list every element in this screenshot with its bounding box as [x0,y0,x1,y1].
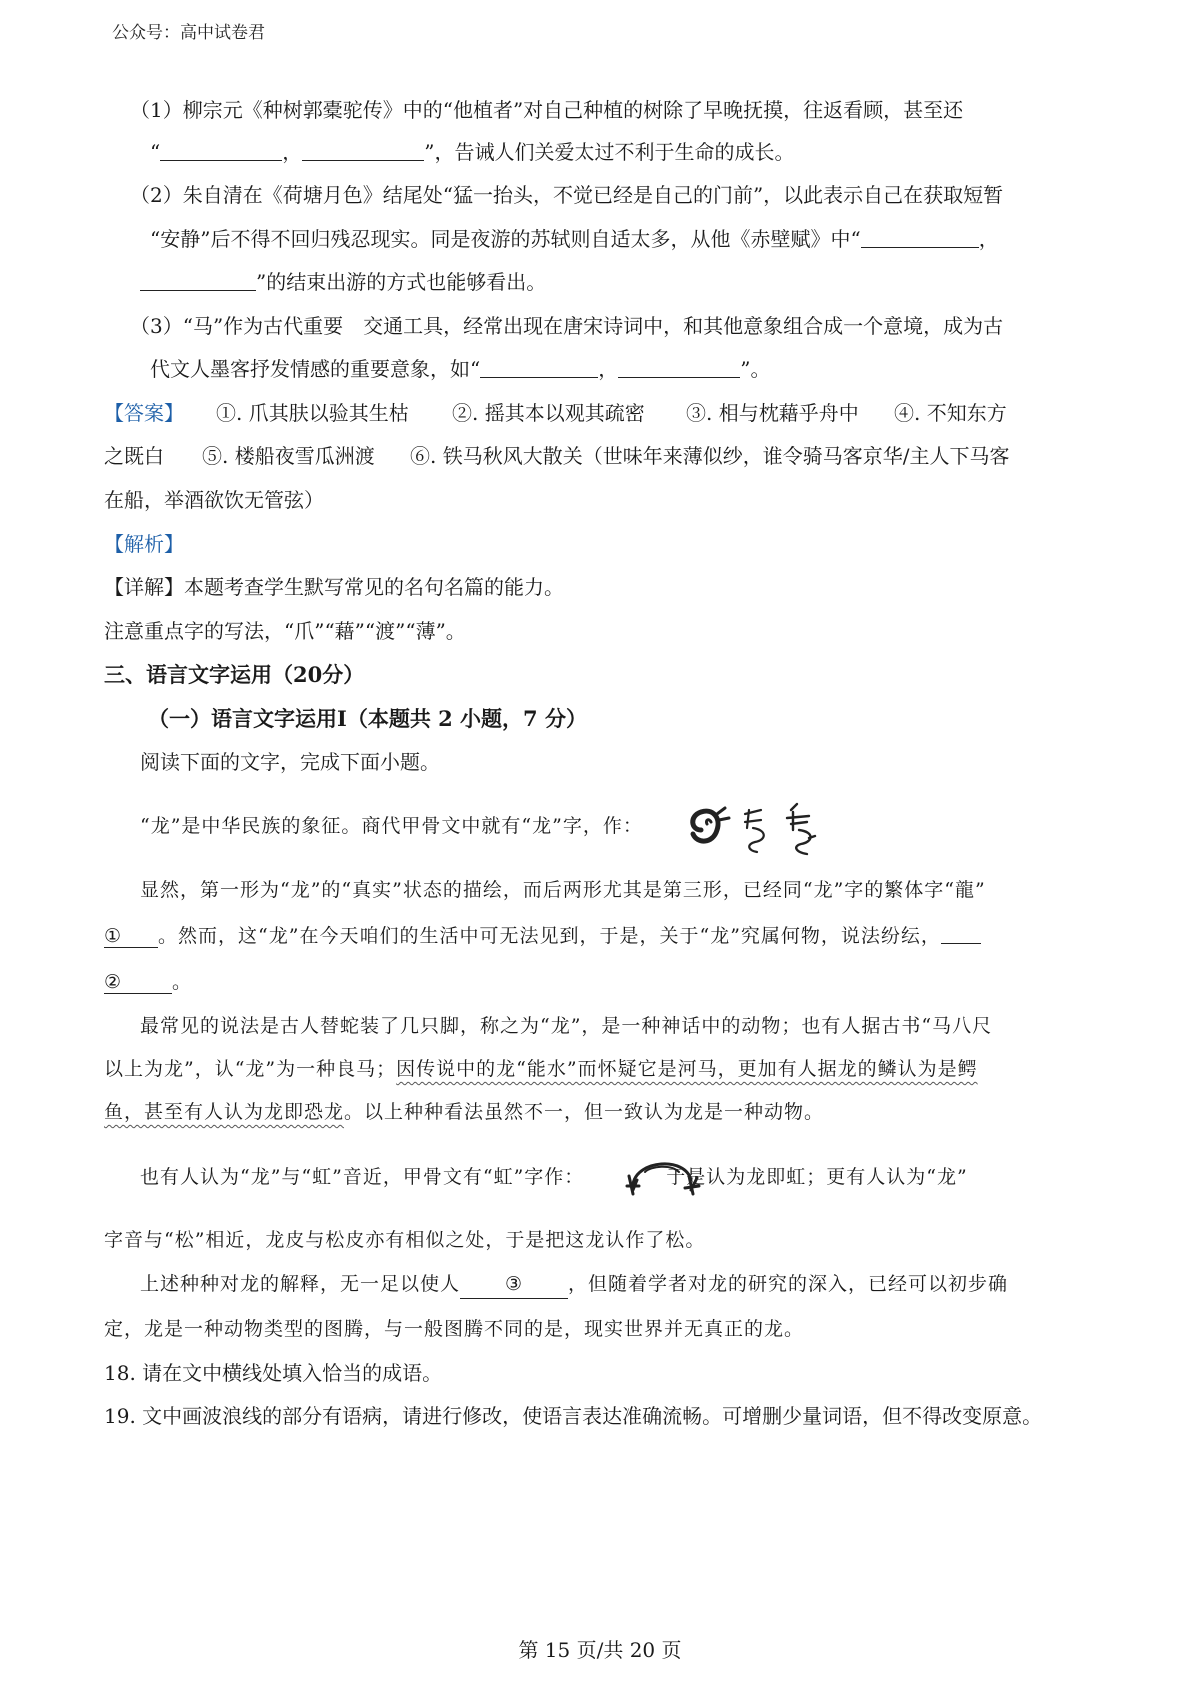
quote-open: “ [150,140,161,164]
passage-line-8-a: 也有人认为“龙”与“虹”音近，甲骨文有“虹”字作： [140,1166,585,1188]
question-3-line-1: （3）“马”作为古代重要 交通工具，经常出现在唐宋诗词中，和其他意象组合成一个意境，成为古 [130,314,1004,338]
answer-blank [861,227,979,248]
answer-1: ①. 爪其肤以验其生枯 [216,401,409,425]
comma: ， [282,140,303,164]
answer-blank [618,357,740,378]
blank-1: ① [104,925,158,948]
answer-3: ③. 相与枕藉乎舟中 [686,401,859,425]
passage-line-1: “龙”是中华民族的象征。商代甲骨文中就有“龙”字，作： [140,815,643,837]
oracle-bone-dragon-glyphs [683,800,833,860]
answer-blank [160,140,282,161]
passage-line-6-a: 以上为龙”，认“龙”为一种良马； [104,1058,397,1080]
comma: ， [978,227,999,251]
answer-blank [941,923,981,944]
page-number: 第 15 页/共 20 页 [518,1638,682,1662]
blank-2: ② [104,971,172,994]
answer-blank [302,140,424,161]
answer-5: ⑤. 楼船夜雪瓜洲渡 [202,444,375,468]
passage-line-7 [104,1098,824,1126]
question-3-text: 代文人墨客抒发情感的重要意象，如“ [150,357,481,381]
passage-line-2: 显然，第一形为“龙”的“真实”状态的描绘，而后两形尤其是第三形，已经同“龙”字的繁体字“龍” [140,879,986,901]
analysis-tag: 【解析】 [104,532,184,556]
wavy-underlined-text: 鱼，甚至有人认为龙即恐龙 [104,1101,345,1123]
answer-4: ④. 不知东方 [894,401,1007,425]
passage-line-9: 字音与“松”相近，龙皮与松皮亦有相似之处，于是把这龙认作了松。 [104,1229,706,1251]
oracle-bone-rainbow-glyph [623,1150,703,1198]
question-1-tail: ”，告诫人们关爱太过不利于生命的成长。 [424,140,795,164]
analysis-detail: 【详解】本题考查学生默写常见的名句名篇的能力。 [104,575,564,599]
question-3-tail: ”。 [740,357,771,381]
watermark: 公众号：高中试卷君 [112,23,265,43]
subsection-title: （一）语言文字运用Ⅰ（本题共 2 小题，7 分） [148,706,587,731]
passage-line-8-b: 于是认为龙即虹；更有人认为“龙” [666,1166,968,1188]
question-2-line-2 [150,225,999,253]
answer-6: ⑥. 铁马秋风大散关（世味年来薄似纱，谁令骑马客京华/主人下马客 [410,444,1010,468]
passage-line-11: 定，龙是一种动物类型的图腾，与一般图腾不同的是，现实世界并无真正的龙。 [104,1318,805,1340]
answer-line-2 [104,442,1010,470]
question-18: 18. 请在文中横线处填入恰当的成语。 [104,1361,443,1385]
passage-line-4 [104,968,192,996]
question-2-text: “安静”后不得不回归残忍现实。同是夜游的苏轼则自适太多，从他《赤壁赋》中“ [150,227,861,251]
blank-3: ③ [460,1270,568,1299]
answer-line-1 [104,399,1007,427]
answer-2: ②. 摇其本以观其疏密 [452,401,645,425]
passage-line-3 [104,922,981,950]
passage-line-5: 最常见的说法是古人替蛇装了几只脚，称之为“龙”，是一种神话中的动物；也有人据古书“马八尺 [140,1015,993,1037]
question-3-line-2 [150,355,770,383]
passage-line-10-a: 上述种种对龙的解释，无一足以使人 [140,1273,461,1295]
question-19: 19. 文中画波浪线的部分有语病，请进行修改，使语言表达准确流畅。可增删少量词语，但不得改变原意。 [104,1404,1043,1428]
passage-line-10-b: ，但随着学者对龙的研究的深入，已经可以初步确 [568,1273,1009,1295]
analysis-note: 注意重点字的写法，“爪”“藉”“渡”“薄”。 [104,619,466,643]
section-title: 三、语言文字运用（20分） [104,662,365,687]
passage-line-8 [140,1163,968,1191]
answer-blank [480,357,598,378]
answer-tag: 【答案】 [104,401,184,425]
passage-line-7-b: 。以上种种看法虽然不一，但一致认为龙是一种动物。 [344,1101,825,1123]
comma: ， [598,357,619,381]
answer-line-3: 在船，举酒欲饮无管弦） [104,488,324,512]
passage-line-6 [104,1055,978,1083]
wavy-underlined-text: 因传说中的龙“能水”而怀疑它是河马，更加有人据龙的鳞认为是鳄 [396,1058,978,1080]
answer-blank [140,270,256,291]
question-2-tail: ”的结束出游的方式也能够看出。 [256,270,547,294]
question-1-line-1: （1）柳宗元《种树郭橐驼传》中的“他植者”对自己种植的树除了早晚抚摸，往返看顾，甚至还 [130,98,964,122]
passage-line-10 [140,1270,1008,1299]
passage-line-4-text: 。 [172,971,193,993]
question-1-line-2 [150,138,794,166]
question-2-line-1: （2）朱自清在《荷塘月色》结尾处“猛一抬头，不觉已经是自己的门前”，以此表示自己在获取短暂 [130,183,1004,207]
question-2-line-3 [140,268,546,296]
reading-intro: 阅读下面的文字，完成下面小题。 [140,750,440,774]
answer-4-continued: 之既白 [104,444,164,468]
passage-line-3-text: 。然而，这“龙”在今天咱们的生活中可无法见到，于是，关于“龙”究属何物，说法纷纭， [158,925,941,947]
